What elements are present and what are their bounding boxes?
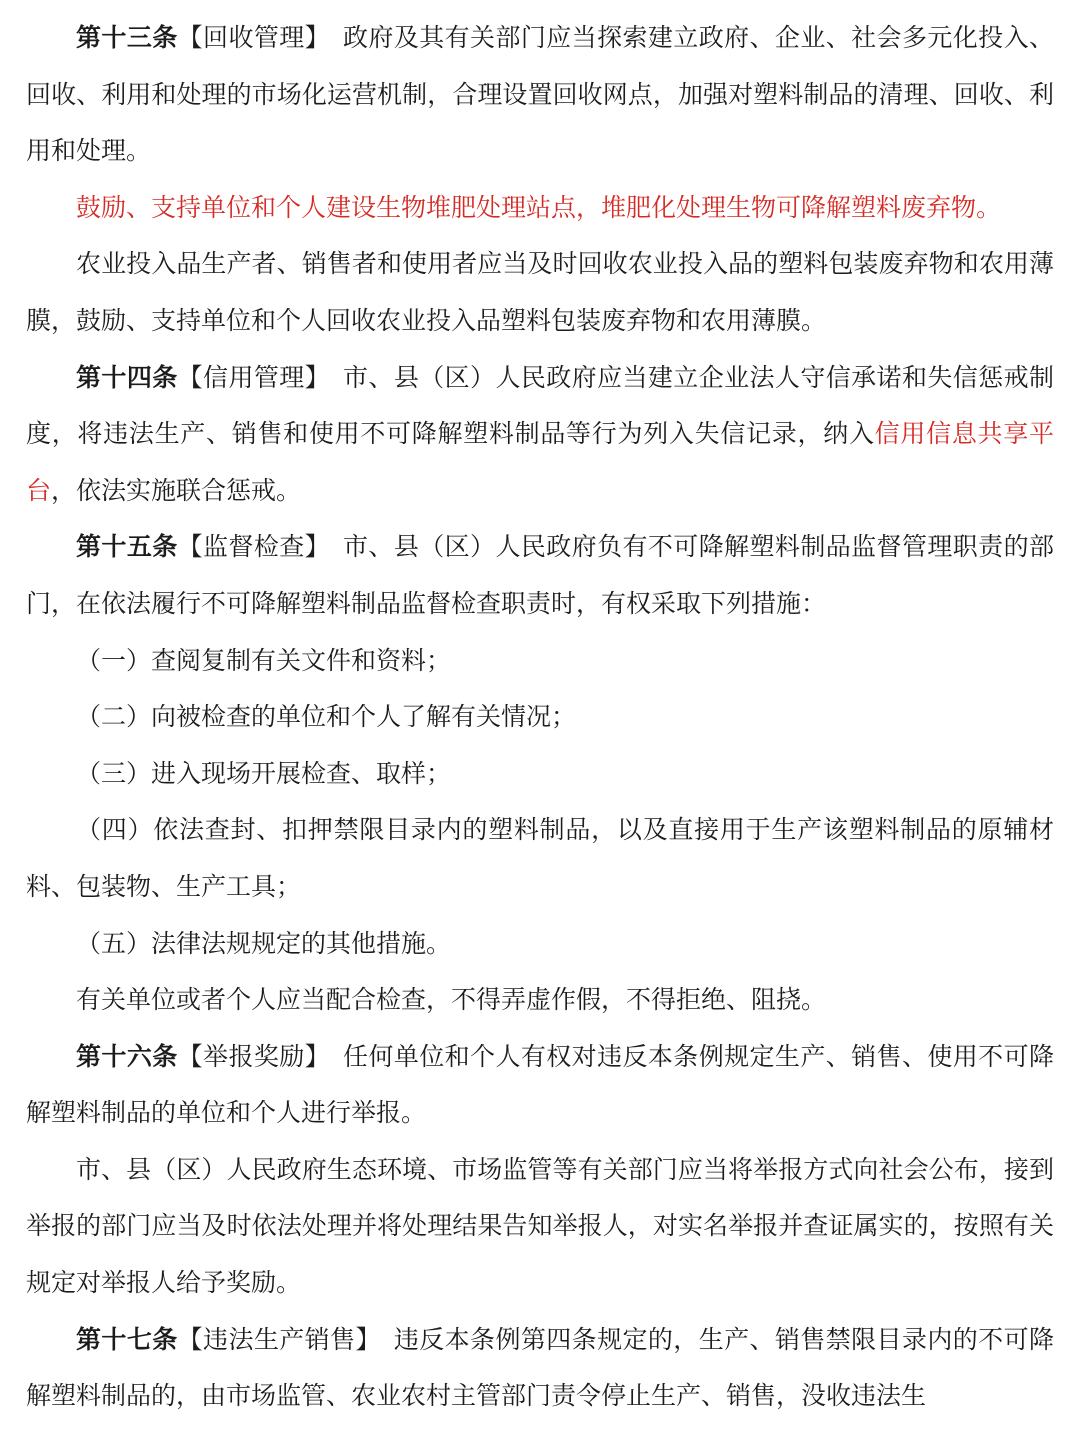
article-17 bbox=[26, 1312, 1054, 1425]
article-15-item-1: （一）查阅复制有关文件和资料； bbox=[76, 645, 452, 675]
article-15-item-4: （四）依法查封、扣押禁限目录内的塑料制品，以及直接用于生产该塑料制品的原辅材料、包装物、生产工具； bbox=[26, 815, 1054, 901]
article-16-paragraph-2: 市、县（区）人民政府生态环境、市场监管等有关部门应当将举报方式向社会公布，接到举报的部门应当及时依法处理并将处理结果告知举报人，对实名举报并查证属实的，按照有关规定对举报人给予奖励。 bbox=[26, 1154, 1054, 1298]
article-15-item-5: （五）法律法规规定的其他措施。 bbox=[76, 928, 452, 958]
article-15-title: 【监督检查】 bbox=[177, 532, 318, 562]
article-14-body: 市、县（区）人民政府应当建立企业法人守信承诺和失信惩戒制度，将违法生产、销售和使用不可降解塑料制品等行为列入失信记录，纳入 bbox=[26, 362, 1054, 449]
article-15-item-3: （三）进入现场开展检查、取样； bbox=[76, 758, 452, 788]
article-15-closing: 有关单位或者个人应当配合检查，不得弄虚作假，不得拒绝、阻挠。 bbox=[76, 985, 827, 1015]
article-13-number: 第十三条 bbox=[76, 23, 178, 52]
article-15-number: 第十五条 bbox=[76, 532, 178, 562]
article-13 bbox=[26, 10, 1054, 180]
article-14-body-end: ，依法实施联合惩戒。 bbox=[51, 475, 302, 505]
article-14-title: 【信用管理】 bbox=[177, 362, 318, 392]
article-14 bbox=[26, 350, 1054, 520]
article-17-number: 第十七条 bbox=[76, 1324, 178, 1354]
article-13-body: 政府及其有关部门应当探索建立政府、企业、社会多元化投入、回收、利用和处理的市场化运营机制，合理设置回收网点，加强对塑料制品的清理、回收、利用和处理。 bbox=[26, 23, 1054, 166]
article-16-number: 第十六条 bbox=[76, 1041, 178, 1071]
article-13-paragraph-3: 农业投入品生产者、销售者和使用者应当及时回收农业投入品的塑料包装废弃物和农用薄膜，鼓励、支持单位和个人回收农业投入品塑料包装废弃物和农用薄膜。 bbox=[26, 249, 1054, 335]
article-15-body: 市、县（区）人民政府负有不可降解塑料制品监督管理职责的部门，在依法履行不可降解塑料制品监督检查职责时，有权采取下列措施： bbox=[26, 532, 1054, 618]
article-17-title: 【违法生产销售】 bbox=[177, 1324, 369, 1354]
article-16-title: 【举报奖励】 bbox=[177, 1041, 318, 1071]
article-16-body: 任何单位和个人有权对违反本条例规定生产、销售、使用不可降解塑料制品的单位和个人进行举报。 bbox=[26, 1041, 1054, 1128]
article-15 bbox=[26, 519, 1054, 632]
article-13-title: 【回收管理】 bbox=[177, 23, 318, 52]
article-14-number: 第十四条 bbox=[76, 362, 178, 392]
article-13-paragraph-2: 鼓励、支持单位和个人建设生物堆肥处理站点，堆肥化处理生物可降解塑料废弃物。 bbox=[76, 192, 1002, 222]
article-16 bbox=[26, 1029, 1054, 1142]
article-14-highlight: 信用信息共享平台 bbox=[26, 419, 1054, 505]
article-17-body: 违反本条例第四条规定的，生产、销售禁限目录内的不可降解塑料制品的，由市场监管、农业农村主管部门责令停止生产、销售，没收违法生 bbox=[26, 1324, 1054, 1411]
article-15-item-2: （二）向被检查的单位和个人了解有关情况； bbox=[76, 702, 577, 732]
